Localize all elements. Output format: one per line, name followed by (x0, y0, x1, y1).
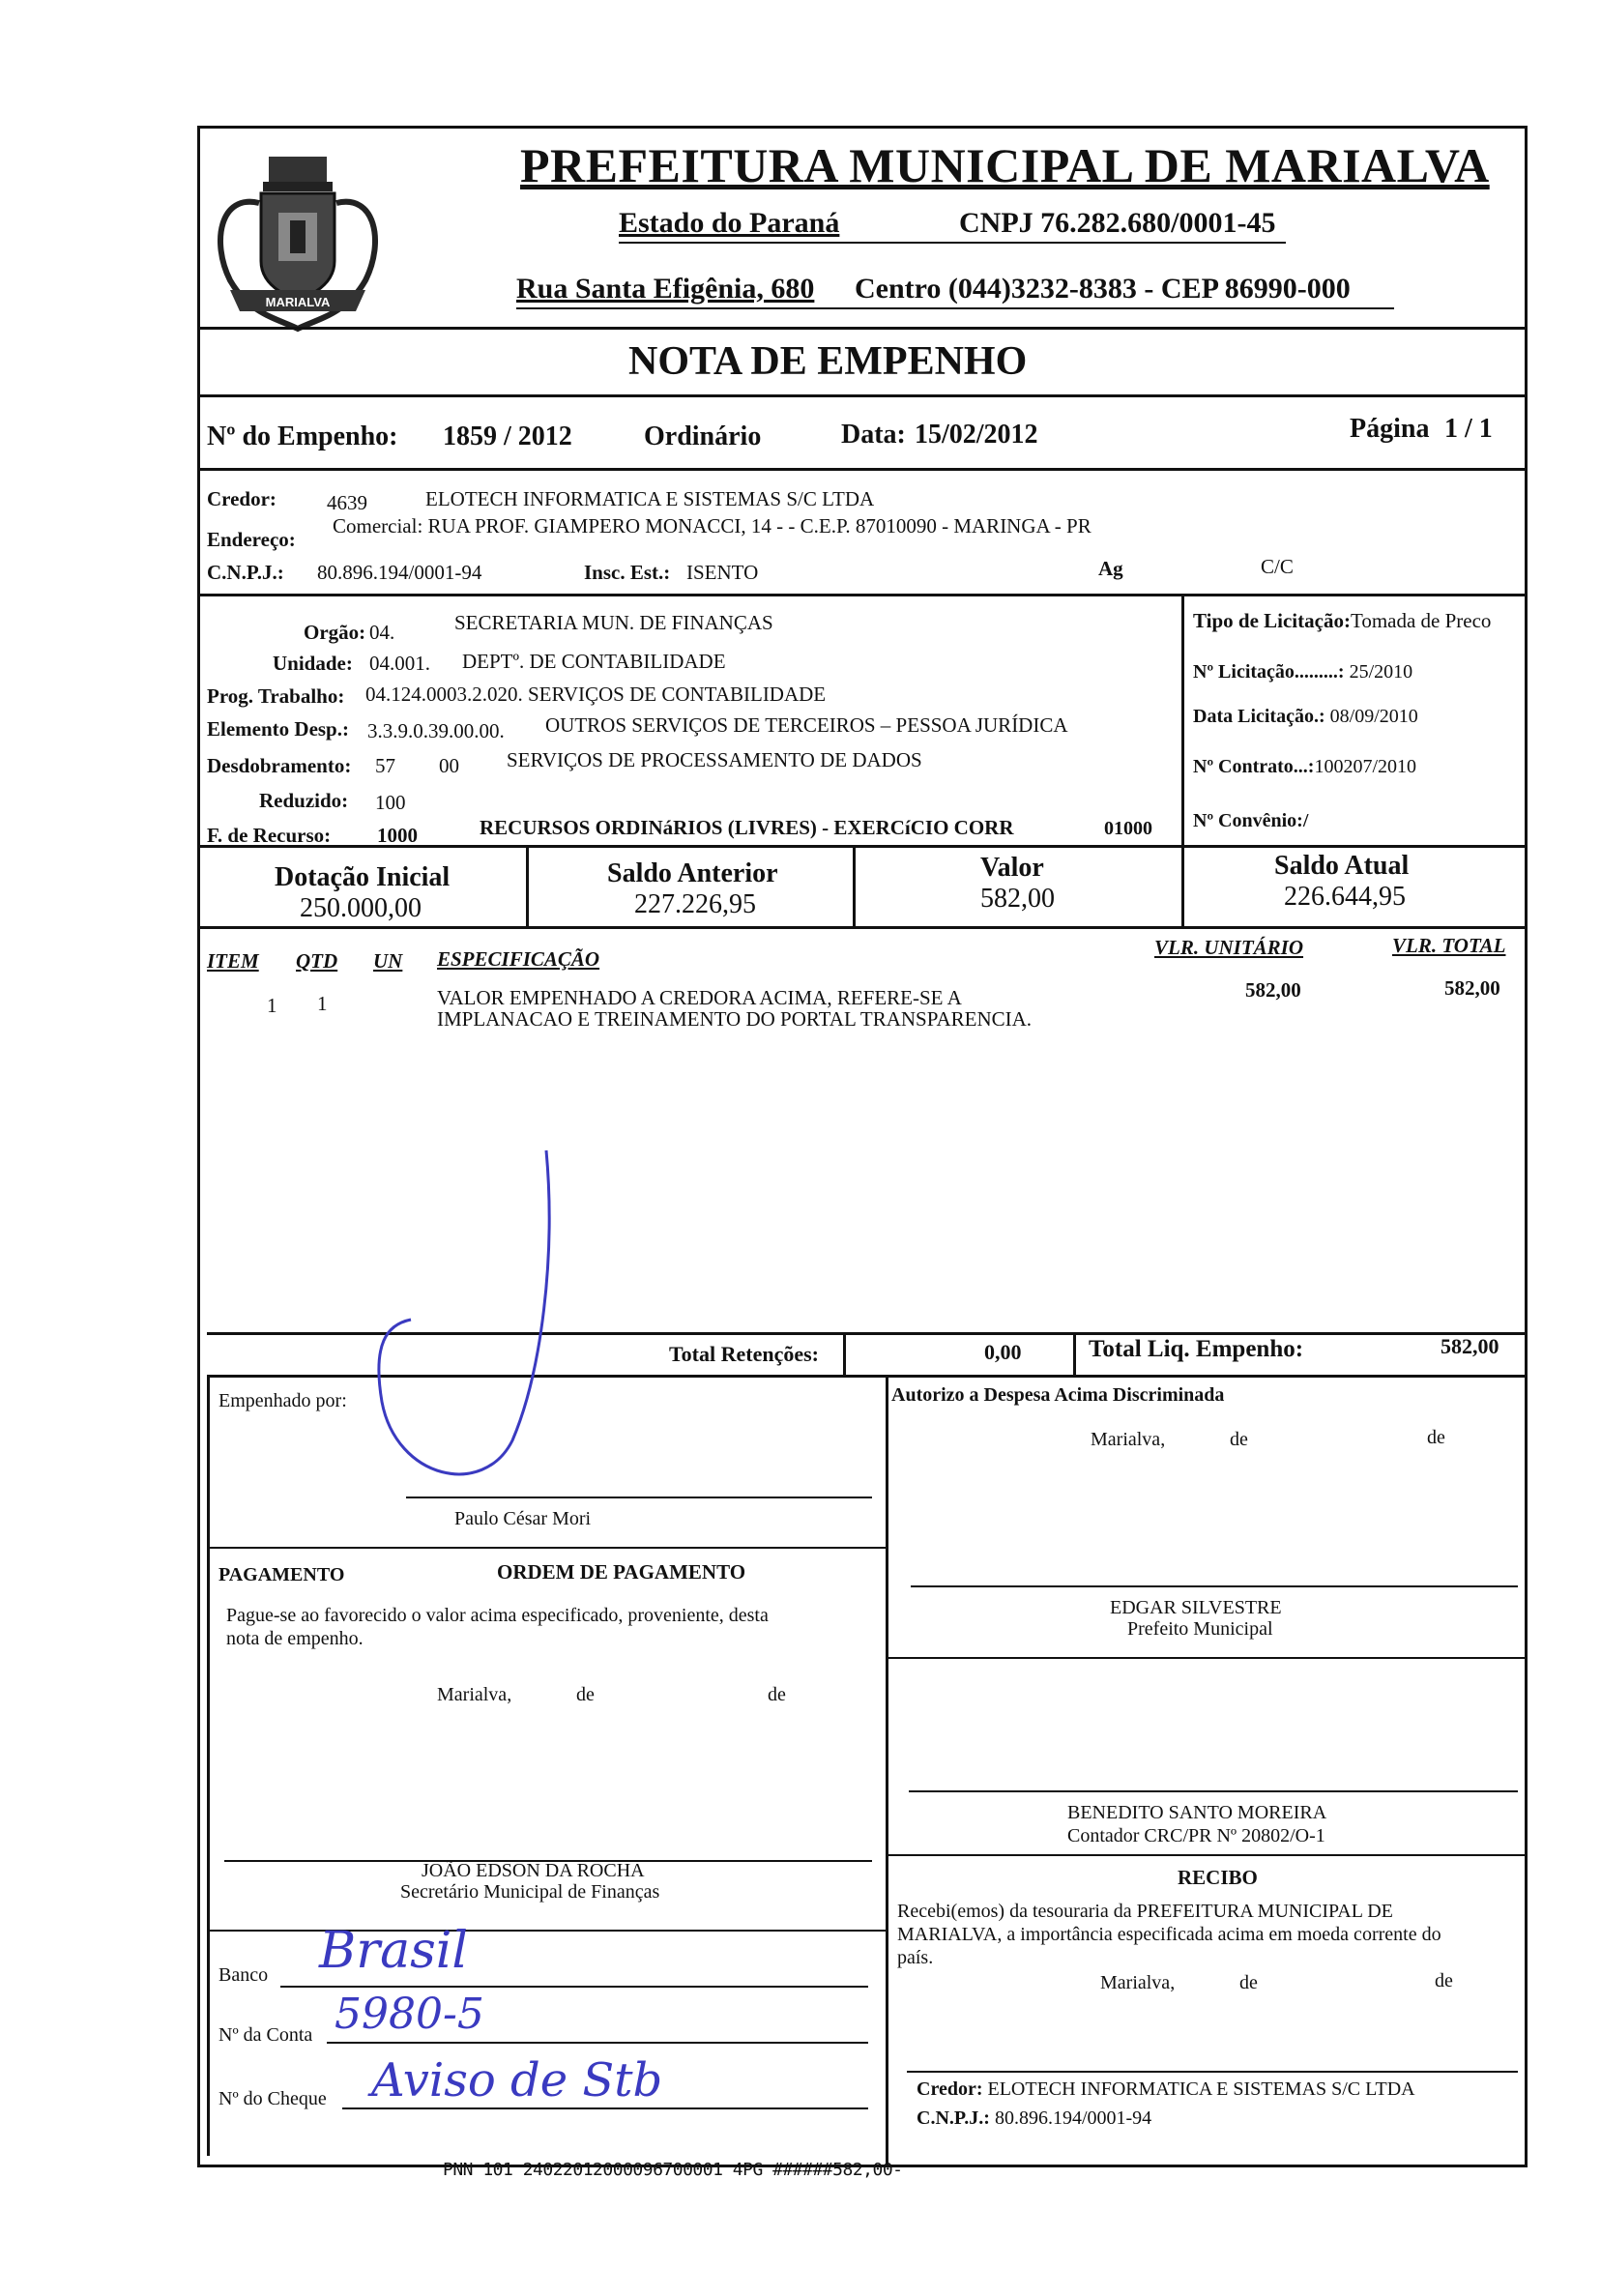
cc-label: C/C (1261, 555, 1294, 578)
col-vlr-unit: VLR. UNITÁRIO (1154, 936, 1304, 959)
insc-label: Insc. Est.: (584, 561, 671, 584)
creditor-cnpj-label: C.N.P.J.: (207, 561, 284, 584)
conta-line (327, 2042, 868, 2044)
recibo-cnpj-value: 80.896.194/0001-94 (994, 2107, 1152, 2129)
address-street: Rua Santa Efigênia, 680 (516, 273, 815, 305)
contador-sign-line (909, 1790, 1518, 1792)
municipality-title: PREFEITURA MUNICIPAL DE MARIALVA (520, 138, 1490, 192)
cheque-line (342, 2107, 868, 2109)
reduzido-value: 100 (375, 791, 406, 814)
item-number: 1 (267, 994, 277, 1017)
recibo-title: RECIBO (1178, 1866, 1258, 1889)
contador-title: Contador CRC/PR Nº 20802/O-1 (1067, 1825, 1325, 1846)
balances-divider (197, 926, 1528, 929)
recibo-text-line3: país. (897, 1947, 934, 1968)
orgao-label: Orgão: (304, 621, 366, 644)
recibo-top-line (886, 1854, 1528, 1856)
empenho-date: 15/02/2012 (915, 420, 1038, 450)
licitacao-data (1193, 706, 1418, 728)
secretario-name: JOÃO EDSON DA ROCHA (422, 1860, 645, 1881)
empenho-divider (197, 468, 1528, 471)
handwritten-signature (367, 1141, 580, 1508)
empenhado-label: Empenhado por: (218, 1390, 347, 1411)
desdob-desc: SERVIÇOS DE PROCESSAMENTO DE DADOS (507, 748, 922, 771)
right-mid-line (886, 1657, 1528, 1659)
item-vlr-unit: 582,00 (1245, 978, 1301, 1002)
num-label: Nº Licitação.........: (1193, 661, 1345, 683)
bal-v2 (853, 845, 856, 928)
page-label: Página (1350, 414, 1430, 444)
footer-code: PNN 101 24022012000096700001 4PG ######582,00- (443, 2160, 903, 2180)
desdob-label: Desdobramento: (207, 754, 352, 777)
left-bottom-box-line (207, 1930, 886, 1932)
recibo-cnpj-label: C.N.P.J.: (917, 2107, 990, 2129)
licitacao-contrato (1193, 756, 1416, 778)
creditor-label: Credor: (207, 487, 277, 510)
coat-of-arms-icon (201, 135, 394, 338)
empenho-number: 1859 / 2012 (443, 421, 572, 451)
saldo-anterior-value: 227.226,95 (634, 889, 756, 919)
ordem-de2: de (768, 1684, 786, 1705)
sign-vdivider (886, 1375, 888, 2167)
autorizo-de2: de (1427, 1427, 1445, 1448)
contrato-label: Nº Contrato...: (1193, 756, 1315, 777)
col-un: UN (373, 949, 403, 973)
unidade-desc: DEPTº. DE CONTABILIDADE (462, 650, 726, 673)
recibo-place: Marialva, (1100, 1972, 1176, 1993)
header-divider (197, 327, 1528, 330)
orgao-code: 04. (369, 621, 395, 644)
empenho-date-label: Data: (841, 420, 906, 450)
liq-value: 582,00 (1441, 1334, 1499, 1358)
sign-left-border (207, 1375, 210, 2156)
contador-name: BENEDITO SANTO MOREIRA (1067, 1802, 1327, 1823)
state-underline (619, 242, 1286, 244)
ordem-de1: de (576, 1684, 595, 1705)
banco-line (280, 1986, 868, 1988)
conta-handwritten: 5980-5 (335, 1990, 484, 2039)
ordem-place: Marialva, (437, 1684, 512, 1705)
col-espec: ESPECIFICAÇÃO (437, 947, 600, 971)
creditor-cnpj: 80.896.194/0001-94 (317, 561, 482, 584)
document-title: NOTA DE EMPENHO (628, 339, 1028, 384)
credor-receipt-line (907, 2071, 1518, 2073)
autorizo-text: Autorizo a Despesa Acima Discriminada (891, 1384, 1225, 1406)
desdob-sub: 00 (439, 754, 459, 777)
recurso-label: F. de Recurso: (207, 824, 332, 847)
col-qtd: QTD (296, 949, 338, 973)
creditor-divider (197, 594, 1528, 596)
autorizo-place: Marialva, (1091, 1429, 1166, 1450)
creditor-name: ELOTECH INFORMATICA E SISTEMAS S/C LTDA (425, 487, 875, 510)
address-rest: Centro (044)3232-8383 - CEP 86990-000 (855, 273, 1351, 305)
recurso-code: 1000 (377, 824, 418, 847)
unidade-code: 04.001. (369, 652, 430, 675)
contrato-value: 100207/2010 (1314, 756, 1417, 777)
prog-label: Prog. Trabalho: (207, 684, 345, 708)
ordem-text-line1: Pague-se ao favorecido o valor acima especificado, proveniente, desta (226, 1605, 769, 1626)
licitacao-num (1193, 661, 1412, 683)
valor-value: 582,00 (980, 884, 1055, 914)
liq-label: Total Liq. Empenho: (1089, 1336, 1304, 1362)
data-value: 08/09/2010 (1329, 706, 1418, 727)
state-name: Estado do Paraná (619, 207, 840, 239)
retencoes-label: Total Retenções: (669, 1342, 819, 1366)
recibo-text-line1: Recebi(emos) da tesouraria da PREFEITURA MUNICIPAL DE (897, 1901, 1393, 1922)
item-vlr-total: 582,00 (1444, 976, 1500, 1000)
recibo-de1: de (1239, 1972, 1258, 1993)
empenhado-name: Paulo César Mori (454, 1508, 592, 1529)
secretario-title: Secretário Municipal de Finanças (400, 1881, 660, 1903)
dotacao-label: Dotação Inicial (275, 862, 451, 892)
data-label: Data Licitação.: (1193, 706, 1325, 727)
empenho-number-label: Nº do Empenho: (207, 421, 398, 451)
cheque-label: Nº do Cheque (218, 2088, 327, 2109)
pagamento-label: PAGAMENTO (218, 1564, 345, 1585)
recibo-text-line2: MARIALVA, a importância especificada acima em moeda corrente do (897, 1924, 1441, 1945)
tipo-value: Tomada de Preco (1350, 609, 1492, 632)
convenio-label: Nº Convênio:/ (1193, 810, 1309, 831)
prefeito-title: Prefeito Municipal (1127, 1618, 1273, 1640)
address-underline (516, 307, 1394, 309)
autorizo-de1: de (1230, 1429, 1248, 1450)
budget-divider (197, 845, 1528, 848)
item-qtd: 1 (317, 992, 328, 1015)
recibo-credor-label: Credor: (917, 2078, 983, 2100)
left-section-line (207, 1547, 886, 1549)
prefeito-sign-line (911, 1585, 1518, 1587)
elemento-code: 3.3.9.0.39.00.00. (367, 719, 505, 742)
item-desc-line1: VALOR EMPENHADO A CREDORA ACIMA, REFERE-SE A (437, 986, 962, 1009)
title-divider (197, 394, 1528, 397)
recibo-credor (917, 2078, 1415, 2101)
conta-label: Nº da Conta (218, 2024, 313, 2046)
orgao-desc: SECRETARIA MUN. DE FINANÇAS (454, 611, 773, 634)
page-number: 1 / 1 (1444, 414, 1493, 444)
bal-v1 (526, 845, 529, 928)
dotacao-value: 250.000,00 (300, 893, 422, 923)
ordem-label: ORDEM DE PAGAMENTO (497, 1560, 746, 1584)
saldo-atual-value: 226.644,95 (1284, 882, 1406, 912)
ordem-text-line2: nota de empenho. (226, 1628, 364, 1649)
tipo-label: Tipo de Licitação: (1193, 609, 1351, 632)
elemento-label: Elemento Desp.: (207, 717, 349, 741)
budget-vdivider (1181, 594, 1184, 847)
coat-text: MARIALVA (265, 295, 331, 309)
cnpj-text: CNPJ 76.282.680/0001-45 (959, 207, 1276, 239)
desdob-code: 57 (375, 754, 395, 777)
num-value: 25/2010 (1349, 661, 1413, 683)
recibo-cnpj (917, 2107, 1151, 2130)
saldo-atual-label: Saldo Atual (1274, 851, 1410, 881)
col-item: ITEM (207, 949, 259, 973)
recurso-num: 01000 (1104, 818, 1152, 839)
bal-v3 (1181, 845, 1184, 928)
banco-label: Banco (218, 1964, 269, 1986)
insc-value: ISENTO (686, 561, 759, 584)
totals-v1 (843, 1332, 846, 1375)
recibo-credor-value: ELOTECH INFORMATICA E SISTEMAS S/C LTDA (987, 2078, 1415, 2100)
totals-v2 (1073, 1332, 1076, 1375)
elemento-desc: OUTROS SERVIÇOS DE TERCEIROS – PESSOA JURÍDICA (545, 713, 1068, 737)
item-desc-line2: IMPLANACAO E TREINAMENTO DO PORTAL TRANSPARENCIA. (437, 1007, 1033, 1031)
col-vlr-total: VLR. TOTAL (1392, 934, 1506, 957)
creditor-address: Comercial: RUA PROF. GIAMPERO MONACCI, 14 - - C.E.P. 87010090 - MARINGA - PR (333, 514, 1092, 538)
prog-value: 04.124.0003.2.020. SERVIÇOS DE CONTABILIDADE (365, 683, 827, 706)
recibo-de2: de (1435, 1970, 1453, 1991)
valor-label: Valor (980, 853, 1044, 883)
banco-handwritten: Brasil (319, 1922, 469, 1980)
address-label: Endereço: (207, 528, 296, 551)
unidade-label: Unidade: (273, 652, 353, 675)
recurso-desc: RECURSOS ORDINáRIOS (LIVRES) - EXERCíCIO CORR (480, 816, 1014, 839)
ag-label: Ag (1098, 557, 1123, 580)
retencoes-value: 0,00 (984, 1340, 1022, 1364)
licitacao-tipo (1193, 609, 1491, 633)
saldo-anterior-label: Saldo Anterior (607, 858, 778, 888)
creditor-code: 4639 (327, 491, 367, 514)
reduzido-label: Reduzido: (259, 789, 349, 812)
cheque-handwritten: Aviso de Stb (371, 2053, 663, 2107)
empenho-type: Ordinário (644, 421, 762, 451)
prefeito-name: EDGAR SILVESTRE (1110, 1597, 1282, 1618)
